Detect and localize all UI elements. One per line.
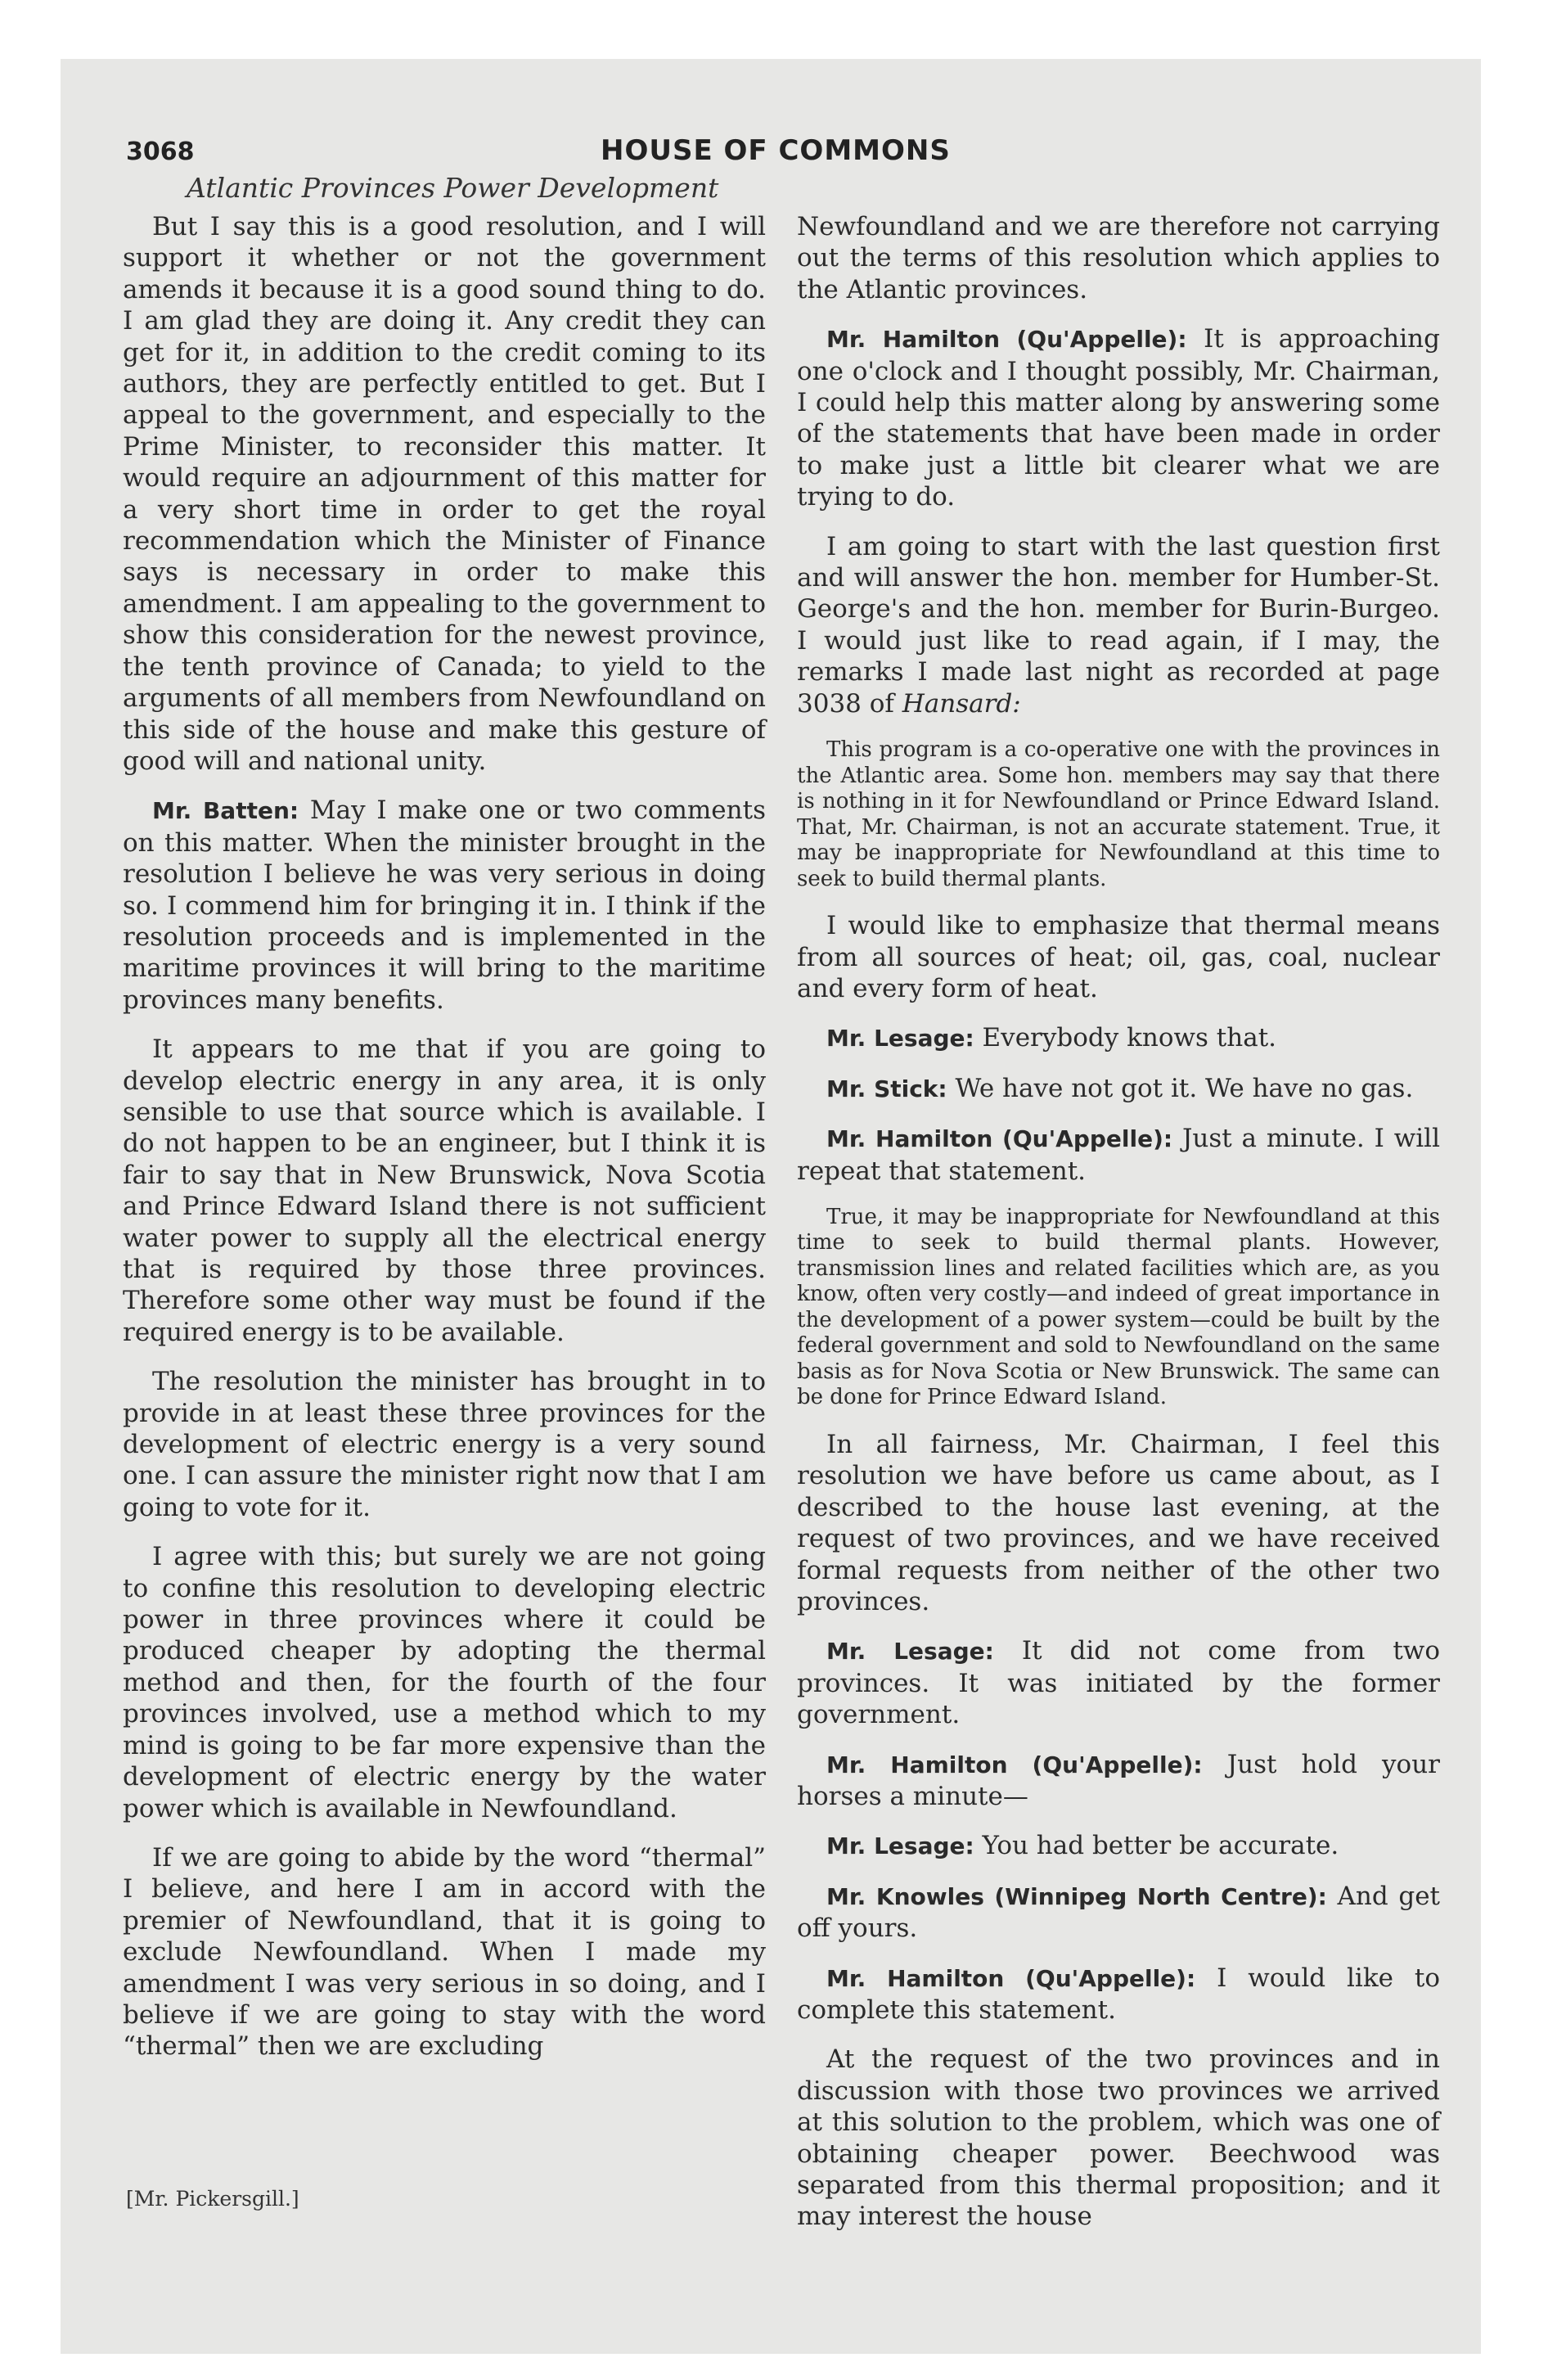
speaker-name: Mr. Lesage: bbox=[826, 1025, 974, 1053]
paragraph: But I say this is a good resolution, and I will support it whether or not the government amends it because it is a good sound thing to do. I am glad they are doing it. Any credit they can get for it, in addition to the credit coming to its authors, they are perfectly entitled to get. But I appeal to the government, and especially to the Prime Minister, to reconsider this matter. It would require an adjournment of this matter for a very short time in order to get the royal recommendation which the Minister of Finance says is necessary in order to make this amendment. I am appealing to the government to show this consideration for the newest province, the tenth province of Canada; to yield to the arguments of all members from Newfoundland on this side of the house and make this gesture of good will and national unity. bbox=[123, 212, 766, 776]
paragraph: I am going to start with the last question first and will answer the hon. member for Humber-St. George's and the hon. member for Burin-Burgeo. I would just like to read again, if I may, the remarks I made last night as recorded at page 3038 of Hansard: bbox=[797, 531, 1440, 719]
speaker-name: Mr. Knowles (Winnipeg North Centre): bbox=[826, 1882, 1327, 1910]
speaker-name: Mr. Stick: bbox=[826, 1075, 947, 1102]
speaker-name: Mr. Hamilton (Qu'Appelle): bbox=[826, 1964, 1196, 1992]
paragraph: Mr. Hamilton (Qu'Appelle): Just hold your horses a minute— bbox=[797, 1749, 1440, 1811]
paragraph: Mr. Lesage: You had better be accurate. bbox=[826, 1831, 1339, 1861]
hansard-title: Hansard: bbox=[902, 688, 1021, 719]
speaker-name: Mr. Batten: bbox=[152, 797, 299, 825]
paragraph: Mr. Hamilton (Qu'Appelle): I would like to complete this statement. bbox=[797, 1963, 1440, 2026]
paragraph: If we are going to abide by the word “thermal” I believe, and here I am in accord with the premier of Newfoundland, that it is going to exclude Newfoundland. When I made my amendment I was very serious in so doing, and I believe if we are going to stay with the word “thermal” then we are excluding bbox=[123, 1842, 766, 2062]
paragraph: Mr. Hamilton (Qu'Appelle): It is approaching one o'clock and I thought possibly, Mr. Chairman, I could help this matter along by answering some of the statements that have been made in order to make just a little bit clearer what we are trying to do. bbox=[797, 324, 1440, 512]
page-header bbox=[126, 134, 1451, 175]
block-quote: This program is a co-operative one with the provinces in the Atlantic area. Some hon. members may say that there is nothing in it for Newfoundland or Prince Edward Island. That, Mr. Chairman, is not an accurate statement. True, it may be inappropriate for Newfoundland at this time to seek to build thermal plants. bbox=[797, 737, 1440, 891]
paragraph: Mr. Knowles (Winnipeg North Centre): And get off yours. bbox=[797, 1881, 1440, 1944]
speaker-name: Mr. Hamilton (Qu'Appelle): bbox=[826, 326, 1187, 354]
right-column bbox=[797, 211, 1440, 2251]
left-column bbox=[123, 211, 766, 2080]
paragraph: Mr. Hamilton (Qu'Appelle): Just a minute. I will repeat that statement. bbox=[797, 1124, 1440, 1186]
section-subtitle: Atlantic Provinces Power Development bbox=[187, 172, 719, 204]
page-number: 3068 bbox=[126, 137, 195, 166]
speaker-name: Mr. Lesage: bbox=[826, 1832, 974, 1860]
paragraph: I agree with this; but surely we are not going to confine this resolution to developing electric power in three provinces where it could be produced cheaper by adopting the thermal method and then, for the fourth of the four provinces involved, use a method which to my mind is going to be far more expensive than the development of electric energy by the water power which is available in Newfoundland. bbox=[123, 1542, 766, 1823]
paragraph: In all fairness, Mr. Chairman, I feel this resolution we have before us came about, as I described to the house last evening, at the request of two provinces, and we have received formal requests from neither of the other two provinces. bbox=[797, 1429, 1440, 1616]
paragraph: Mr. Batten: May I make one or two comments on this matter. When the minister brought in the resolution I believe he was very serious in doing so. I commend him for bringing it in. I think if the resolution proceeds and is implemented in the maritime provinces it will bring to the maritime provinces many benefits. bbox=[123, 796, 766, 1015]
paragraph: Mr. Lesage: It did not come from two provinces. It was initiated by the former government. bbox=[797, 1636, 1441, 1730]
running-head: HOUSE OF COMMONS bbox=[601, 134, 951, 167]
speaker-name: Mr. Hamilton (Qu'Appelle): bbox=[826, 1751, 1203, 1778]
paragraph: Newfoundland and we are therefore not carrying out the terms of this resolution which applies to the Atlantic provinces. bbox=[797, 212, 1440, 304]
paragraph: Mr. Lesage: Everybody knows that. bbox=[826, 1023, 1277, 1053]
block-quote: True, it may be inappropriate for Newfoundland at this time to seek to build thermal plants. However, transmission lines and related facilities which are, as you know, often very costly—and indeed of great importance in the development of a power system—could be built by the federal government and sold to Newfoundland on the same basis as for Nova Scotia or New Brunswick. The same can be done for Prince Edward Island. bbox=[797, 1204, 1440, 1410]
paragraph: Mr. Stick: We have not got it. We have no gas. bbox=[826, 1073, 1414, 1103]
speaker-name: Mr. Hamilton (Qu'Appelle): bbox=[826, 1125, 1173, 1153]
paragraph: At the request of the two provinces and in discussion with those two provinces we arrived at this solution to the problem, which was one of obtaining cheaper power. Beechwood was separated from this thermal proposition; and it may interest the house bbox=[797, 2044, 1440, 2232]
paragraph: The resolution the minister has brought in to provide in at least these three provinces for the development of electric energy is a very sound one. I can assure the minister right now that I am going to vote for it. bbox=[123, 1367, 766, 1522]
paragraph: It appears to me that if you are going to develop electric energy in any area, it is only sensible to use that source which is available. I do not happen to be an engineer, but I think it is fair to say that in New Brunswick, Nova Scotia and Prince Edward Island there is not sufficient water power to supply all the electrical energy that is required by those three provinces. Therefore some other way must be found if the required energy is to be available. bbox=[123, 1034, 766, 1347]
speaker-name: Mr. Lesage: bbox=[826, 1638, 994, 1666]
paragraph: I would like to emphasize that thermal means from all sources of heat; oil, gas, coal, nuclear and every form of heat. bbox=[797, 911, 1440, 1003]
speaker-footer: [Mr. Pickersgill.] bbox=[126, 2187, 299, 2211]
